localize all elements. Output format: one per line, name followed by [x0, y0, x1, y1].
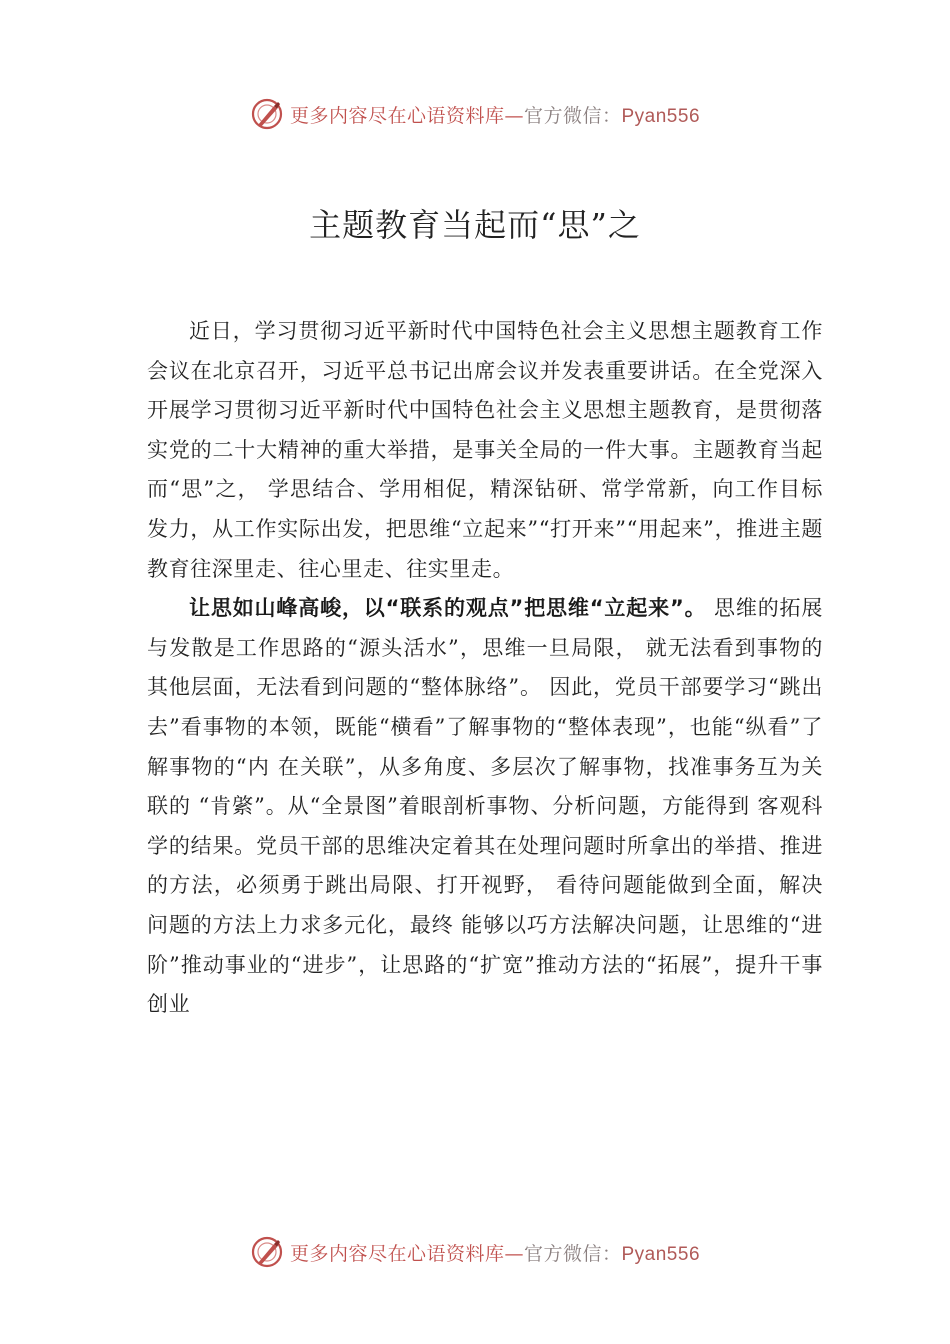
banner-wechat-id: Pyan556: [621, 105, 701, 127]
banner-separator: —: [504, 1242, 524, 1265]
header-banner: [0, 94, 950, 134]
footer-banner: [0, 1232, 950, 1272]
pen-logo-icon: [250, 97, 284, 131]
banner-text: [290, 101, 700, 128]
document-body: [147, 312, 823, 1025]
paragraph-2-lead: 让思如山峰高峻，以“联系的观点”把思维“立起来”。: [189, 596, 707, 621]
paragraph-1: 近日，学习贯彻习近平新时代中国特色社会主义思想主题教育工作会议在北京召开，习近平总书记出席会议并发表重要讲话。在全党深入开展学习贯彻习近平新时代中国特色社会主义思想主题教育，是贯彻落实党的二十大精神的重大举措，是事关全局的一件大事。主题教育当起而“思”之， 学思结合、学用相促，精深钻研、常学常新，向工作目标发力，从工作实际出发，把思维“立起来”“打开来”“用起来”，推进主题教育往深里走、往心里走、往实里走。: [147, 319, 823, 581]
banner-wechat-id: Pyan556: [621, 1243, 701, 1265]
paragraph-2: [147, 589, 823, 1025]
banner-wechat-label: 官方微信：: [523, 104, 622, 127]
banner-main-text: 更多内容尽在心语资料库: [289, 104, 505, 127]
banner-separator: —: [504, 104, 524, 127]
pen-logo-icon: [250, 1235, 284, 1269]
banner-wechat-label: 官方微信：: [523, 1242, 622, 1265]
document-title: 主题教育当起而“思”之: [309, 206, 641, 244]
paragraph-2-body: 思维的拓展与发散是工作思路的“源头活水”，思维一旦局限， 就无法看到事物的其他层面，无法看到问题的“整体脉络”。 因此，党员干部要学习“跳出去”看事物的本领，既能“横看”了解事物的“整体表现”，也能“纵看”了解事物的“内 在关联”，从多角度、多层次了解事物，找准事务互为关联的 “肯綮”。从“全景图”着眼剖析事物、分析问题，方能得到 客观科学的结果。党员干部的思维决定着其在处理问题时所拿出的举措、推进的方法，必须勇于跳出局限、打开视野， 看待问题能做到全面，解决问题的方法上力求多元化，最终 能够以巧方法解决问题，让思维的“进阶”推动事业的“进步”，让思路的“扩宽”推动方法的“拓展”，提升干事创业: [147, 596, 823, 1017]
banner-main-text: 更多内容尽在心语资料库: [289, 1242, 505, 1265]
banner-text: [290, 1239, 700, 1266]
